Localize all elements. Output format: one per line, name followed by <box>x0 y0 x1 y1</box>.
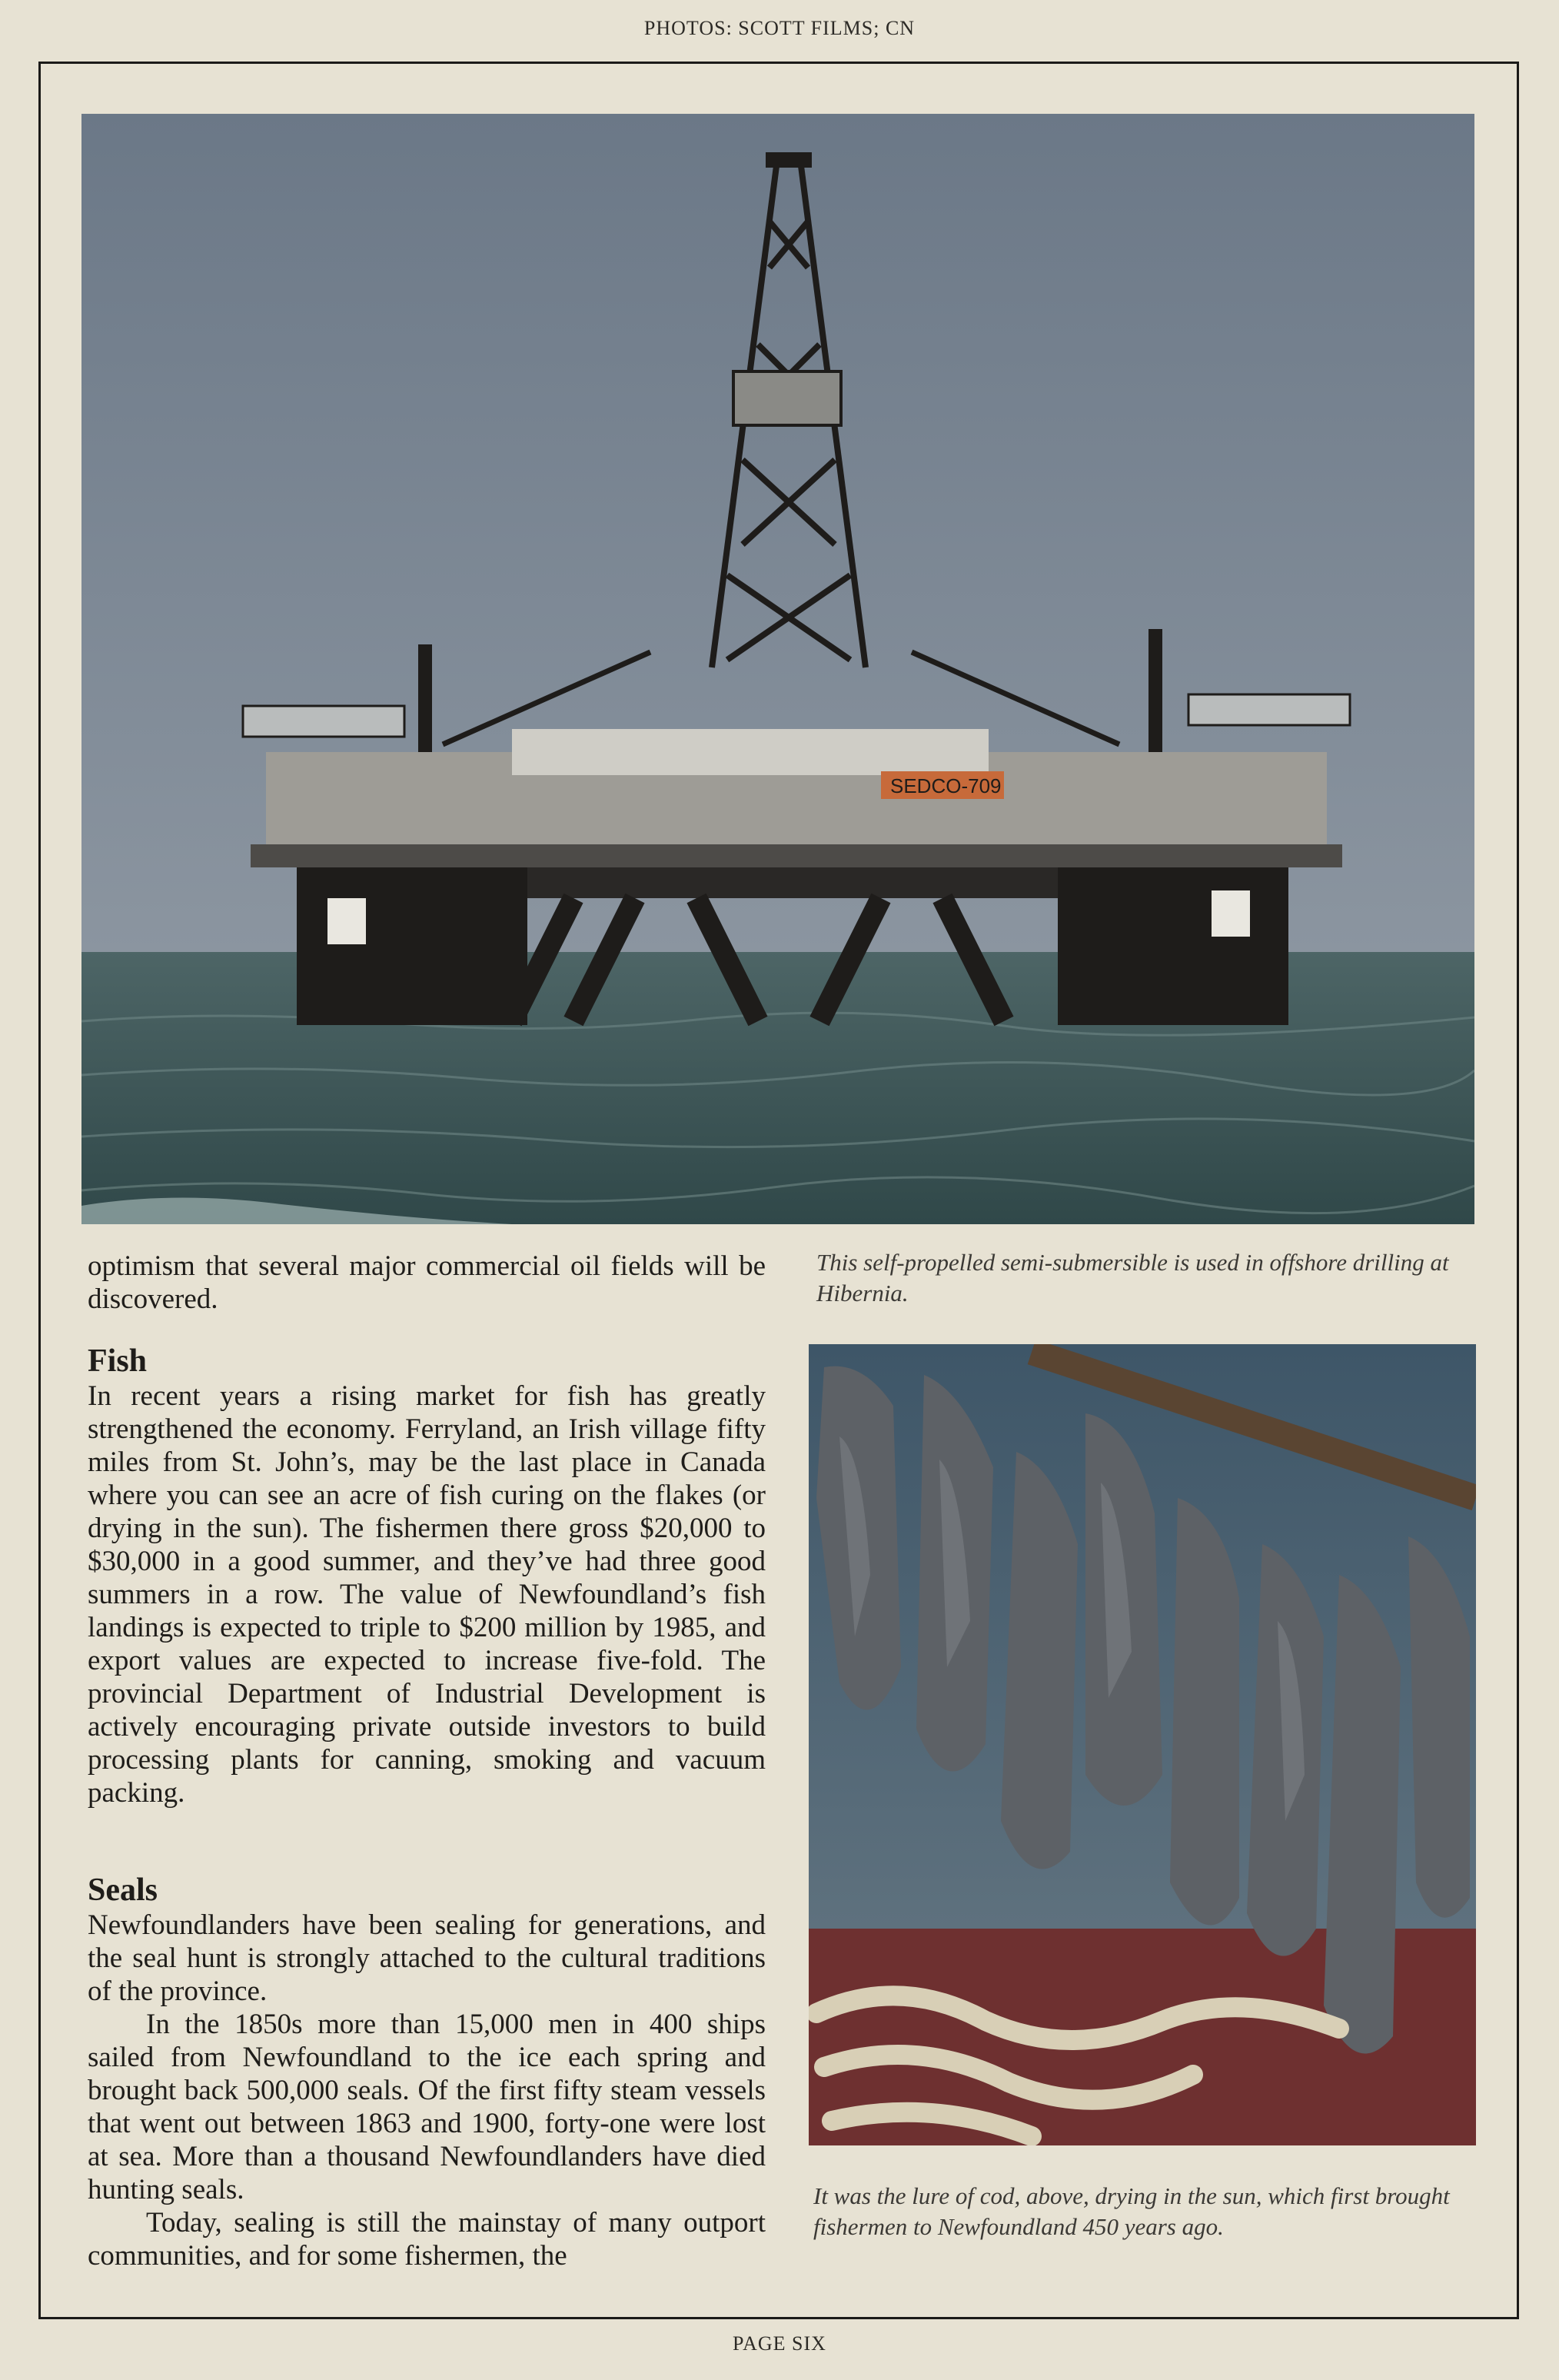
seals-section <box>88 1872 766 2272</box>
fish-heading: Fish <box>88 1343 148 1379</box>
rig-hull-marking: SEDCO-709 <box>890 774 1002 797</box>
seals-paragraph-3: Today, sealing is still the mainstay of many outport communities, and for some fishermen, the <box>88 2207 766 2272</box>
seals-paragraph-2: In the 1850s more than 15,000 men in 400 ships sailed from Newfoundland to the ice each spring and brought back 500,000 seals. Of the first fifty steam vessels that went out between 1863 and 1900, forty-one were lost at sea. More than a thousand Newfoundlanders have died hunting seals. <box>88 2009 766 2205</box>
photo-credit: PHOTOS: SCOTT FILMS; CN <box>643 17 916 39</box>
rig-photo-caption: This self-propelled semi-submersible is used in offshore drilling at Hibernia. <box>816 1249 1449 1307</box>
cod-photo-caption: It was the lure of cod, above, drying in the sun, which first brought fishermen to Newfoundland 450 years ago. <box>813 2182 1450 2240</box>
drying-cod-photo <box>809 1344 1476 2145</box>
oil-rig-illustration <box>81 114 1474 1224</box>
offshore-oil-rig-photo <box>81 114 1474 1224</box>
seals-paragraph-1: Newfoundlanders have been sealing for generations, and the seal hunt is strongly attached to the cultural traditions of the province. <box>88 1909 766 2007</box>
page-number: PAGE SIX <box>733 2332 826 2355</box>
seals-heading: Seals <box>88 1872 158 1908</box>
drying-cod-illustration <box>809 1344 1476 2145</box>
fish-paragraph: In recent years a rising market for fish has greatly strengthened the economy. Ferryland, an Irish village fifty miles from St. John’s, may be the last place in Canada where you can see an acre of fish curing on the flakes (or drying in the sun). The fishermen there gross $20,000 to $30,000 in a good summer, and they’ve had three good summers in a row. The value of Newfoundland’s fish landings is expected to triple to $200 million by 1985, and export values are expected to increase five-fold. The provincial Department of Industrial Development is actively encouraging private outside investors to build processing plants for canning, smoking and vacuum packing. <box>88 1380 766 1809</box>
fish-section <box>88 1343 766 1809</box>
intro-text <box>88 1250 766 1316</box>
intro-paragraph: optimism that several major commercial oil fields will be discovered. <box>88 1250 766 1315</box>
